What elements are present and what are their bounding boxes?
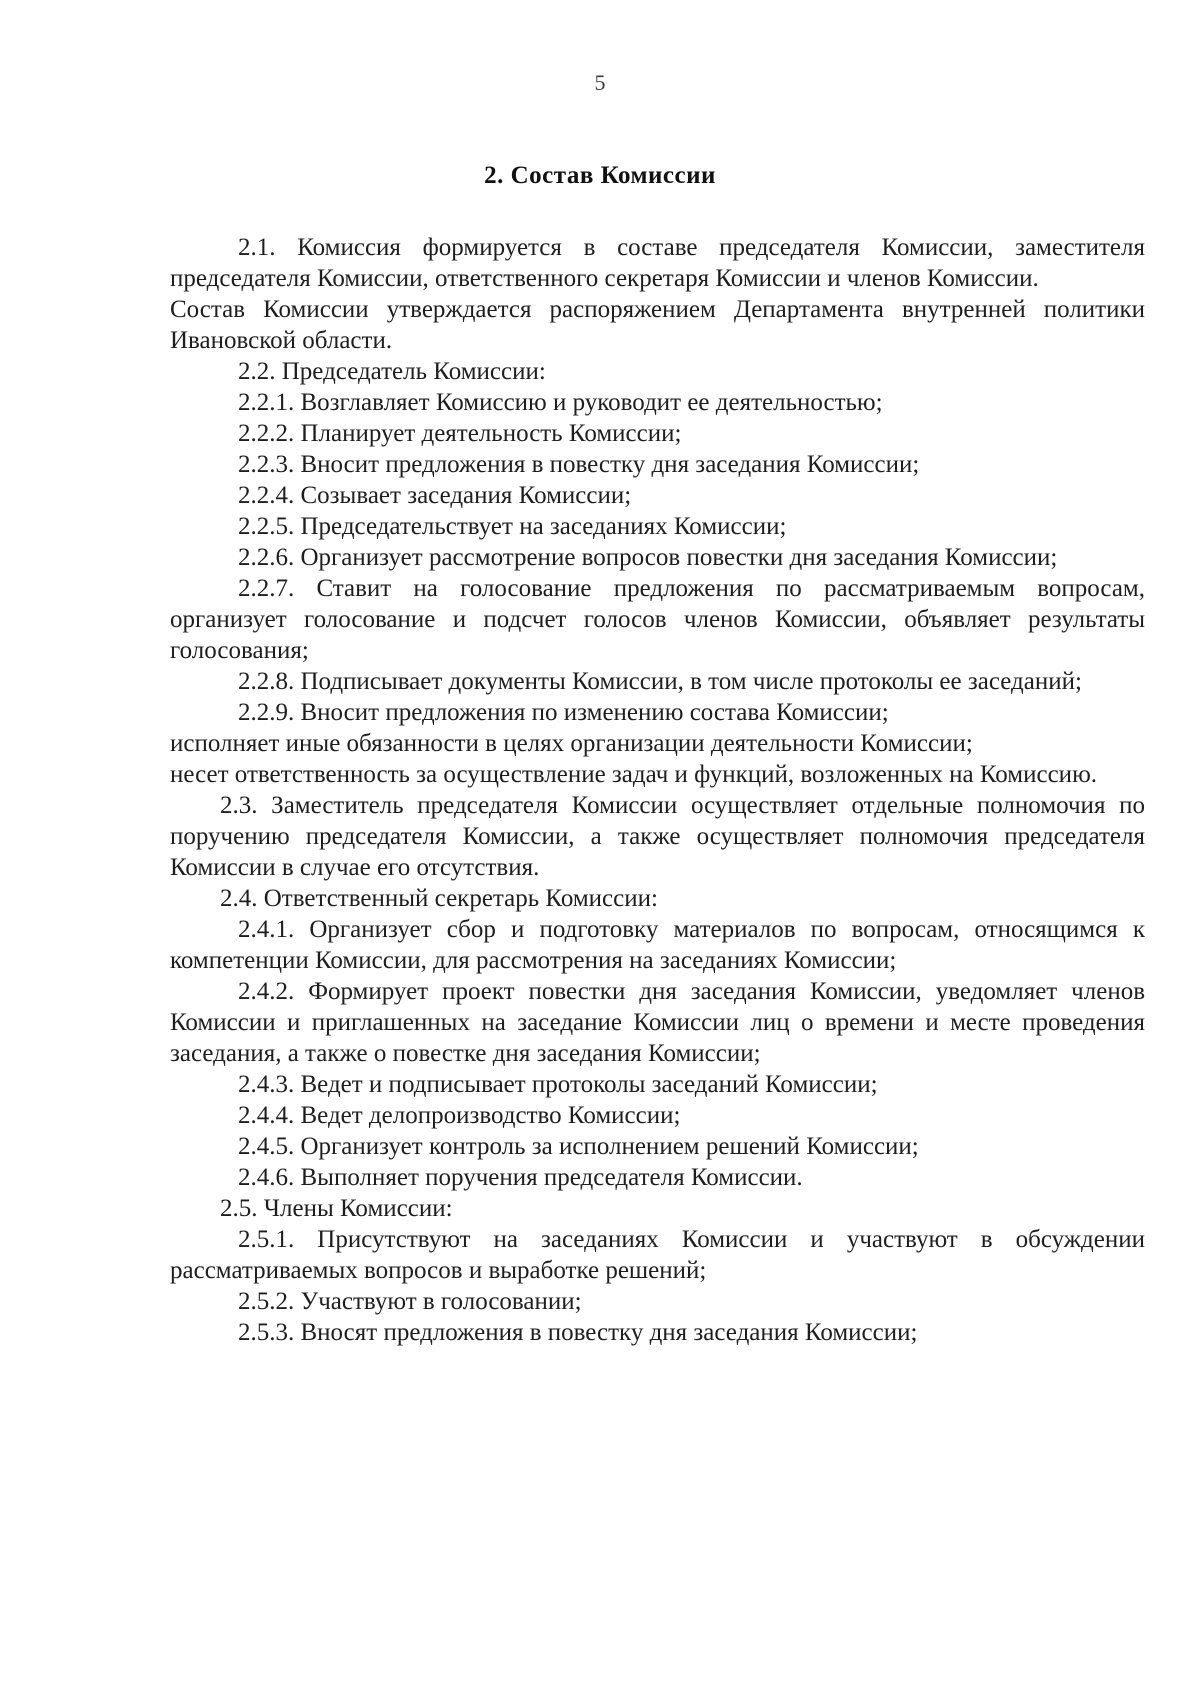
page-number: 5 (594, 70, 606, 95)
paragraph: 2.4.5. Организует контроль за исполнением решений Комиссии; (238, 1133, 919, 1160)
section-title: 2. Состав Комиссии (484, 162, 716, 189)
paragraph: 2.1. Комиссия формируется в составе председателя Комиссии, заместителя председателя Комиссии, ответственного секретаря Комиссии и членов Комиссии. (170, 234, 1145, 292)
paragraph: 2.4.4. Ведет делопроизводство Комиссии; (238, 1102, 681, 1129)
paragraph: 2.2.7. Ставит на голосование предложения по рассматриваемым вопросам, организует голосование и подсчет голосов членов Комиссии, объявляет результаты голосования; (170, 575, 1145, 664)
paragraph: 2.4.6. Выполняет поручения председателя Комиссии. (238, 1164, 803, 1191)
paragraph: 2.2.4. Созывает заседания Комиссии; (238, 482, 632, 509)
paragraph: исполняет иные обязанности в целях организации деятельности Комиссии; (170, 730, 973, 757)
paragraph: 2.2.8. Подписывает документы Комиссии, в том числе протоколы ее заседаний; (238, 668, 1082, 695)
paragraph: 2.2.2. Планирует деятельность Комиссии; (238, 420, 682, 447)
paragraph: 2.5. Члены Комиссии: (220, 1195, 453, 1222)
document-body (170, 232, 1145, 1348)
paragraph: 2.2.6. Организует рассмотрение вопросов повестки дня заседания Комиссии; (238, 544, 1058, 571)
paragraph: Состав Комиссии утверждается распоряжением Департамента внутренней политики Ивановской области. (170, 296, 1145, 354)
paragraph: 2.2. Председатель Комиссии: (238, 358, 546, 385)
paragraph: 2.2.1. Возглавляет Комиссию и руководит ее деятельностью; (238, 389, 883, 416)
paragraph: 2.4.3. Ведет и подписывает протоколы заседаний Комиссии; (238, 1071, 878, 1098)
paragraph: 2.5.2. Участвуют в голосовании; (238, 1288, 582, 1315)
paragraph: 2.2.5. Председательствует на заседаниях Комиссии; (238, 513, 787, 540)
paragraph: 2.2.3. Вносит предложения в повестку дня заседания Комиссии; (238, 451, 920, 478)
paragraph: 2.2.9. Вносит предложения по изменению состава Комиссии; (238, 699, 889, 726)
paragraph: 2.3. Заместитель председателя Комиссии осуществляет отдельные полномочия по поручению председателя Комиссии, а также осуществляет полномочия председателя Комиссии в случае его отсутствия. (170, 792, 1145, 881)
paragraph: 2.4. Ответственный секретарь Комиссии: (220, 885, 658, 912)
paragraph: 2.4.2. Формирует проект повестки дня заседания Комиссии, уведомляет членов Комиссии и приглашенных на заседание Комиссии лиц о времени и месте проведения заседания, а также о повестке дня заседания Комиссии; (170, 978, 1145, 1067)
paragraph: 2.4.1. Организует сбор и подготовку материалов по вопросам, относящимся к компетенции Комиссии, для рассмотрения на заседаниях Комиссии; (170, 916, 1145, 974)
paragraph: 2.5.3. Вносят предложения в повестку дня заседания Комиссии; (238, 1319, 918, 1346)
paragraph: несет ответственность за осуществление задач и функций, возложенных на Комиссию. (170, 761, 1097, 788)
paragraph: 2.5.1. Присутствуют на заседаниях Комиссии и участвуют в обсуждении рассматриваемых вопросов и выработке решений; (170, 1226, 1145, 1284)
